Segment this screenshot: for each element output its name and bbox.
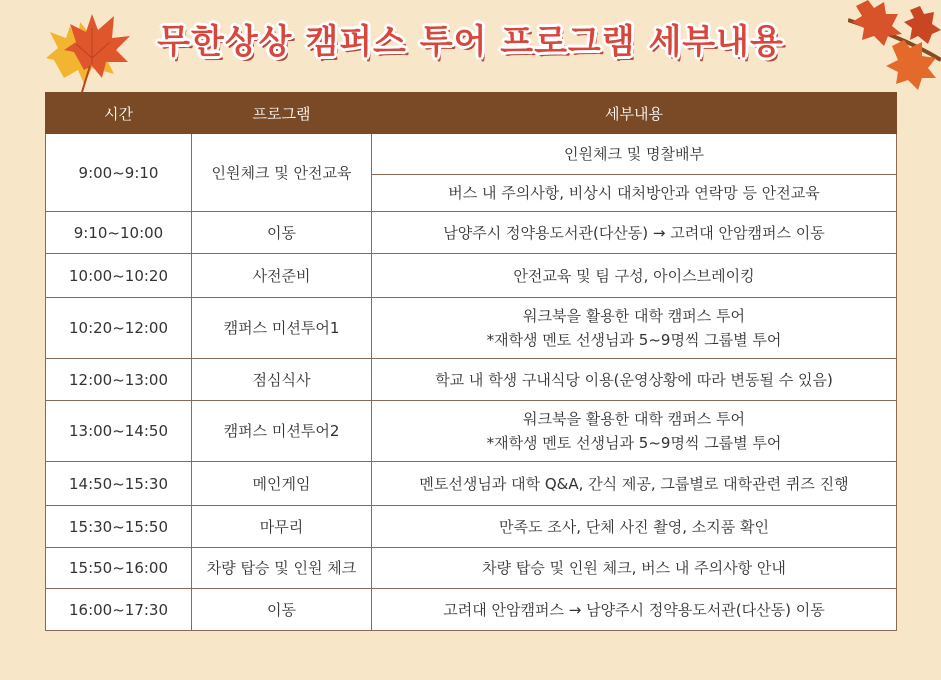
- program-cell: 이동: [192, 212, 372, 254]
- table-row: [46, 462, 897, 506]
- page-title: 무한상상 캠퍼스 투어 프로그램 세부내용: [157, 22, 784, 62]
- details-line: 워크북을 활용한 대학 캠퍼스 투어: [523, 410, 745, 428]
- header-program: 프로그램: [192, 93, 372, 134]
- program-cell: 인원체크 및 안전교육: [192, 134, 372, 212]
- table-header-row: [46, 93, 897, 134]
- table-row: [46, 212, 897, 254]
- header-details: 세부내용: [372, 93, 897, 134]
- details-cell: 멘토선생님과 대학 Q&A, 간식 제공, 그룹별로 대학관련 퀴즈 진행: [372, 462, 897, 506]
- time-cell: 10:20~12:00: [46, 298, 192, 359]
- details-cell: [372, 401, 897, 462]
- time-cell: 13:00~14:50: [46, 401, 192, 462]
- program-cell: 캠퍼스 미션투어2: [192, 401, 372, 462]
- time-cell: 16:00~17:30: [46, 589, 192, 631]
- program-cell: 점심식사: [192, 359, 372, 401]
- schedule-table: [45, 92, 897, 631]
- table-row: [46, 506, 897, 548]
- details-cell: 만족도 조사, 단체 사진 촬영, 소지품 확인: [372, 506, 897, 548]
- details-cell: 남양주시 정약용도서관(다산동) → 고려대 안암캠퍼스 이동: [372, 212, 897, 254]
- table-row: [46, 589, 897, 631]
- details-cell: 인원체크 및 명찰배부: [372, 134, 897, 175]
- program-cell: 사전준비: [192, 254, 372, 298]
- table-row: [46, 548, 897, 589]
- time-cell: 12:00~13:00: [46, 359, 192, 401]
- time-cell: 10:00~10:20: [46, 254, 192, 298]
- time-cell: 15:30~15:50: [46, 506, 192, 548]
- time-cell: 14:50~15:30: [46, 462, 192, 506]
- table-row: [46, 134, 897, 175]
- table-row: [46, 298, 897, 359]
- header-time: 시간: [46, 93, 192, 134]
- details-cell: [372, 298, 897, 359]
- details-cell: 버스 내 주의사항, 비상시 대처방안과 연락망 등 안전교육: [372, 175, 897, 212]
- program-cell: 메인게임: [192, 462, 372, 506]
- program-cell: 마무리: [192, 506, 372, 548]
- time-cell: 9:10~10:00: [46, 212, 192, 254]
- table-row: [46, 359, 897, 401]
- program-cell: 차량 탑승 및 인원 체크: [192, 548, 372, 589]
- time-cell: 9:00~9:10: [46, 134, 192, 212]
- details-cell: 차량 탑승 및 인원 체크, 버스 내 주의사항 안내: [372, 548, 897, 589]
- details-cell: 안전교육 및 팀 구성, 아이스브레이킹: [372, 254, 897, 298]
- details-line: *재학생 멘토 선생님과 5~9명씩 그룹별 투어: [486, 331, 782, 349]
- program-cell: 캠퍼스 미션투어1: [192, 298, 372, 359]
- table-row: [46, 401, 897, 462]
- program-cell: 이동: [192, 589, 372, 631]
- details-cell: 학교 내 학생 구내식당 이용(운영상황에 따라 변동될 수 있음): [372, 359, 897, 401]
- table-row: [46, 254, 897, 298]
- details-line: 워크북을 활용한 대학 캠퍼스 투어: [523, 307, 745, 325]
- details-line: *재학생 멘토 선생님과 5~9명씩 그룹별 투어: [486, 434, 782, 452]
- time-cell: 15:50~16:00: [46, 548, 192, 589]
- details-cell: 고려대 안암캠퍼스 → 남양주시 정약용도서관(다산동) 이동: [372, 589, 897, 631]
